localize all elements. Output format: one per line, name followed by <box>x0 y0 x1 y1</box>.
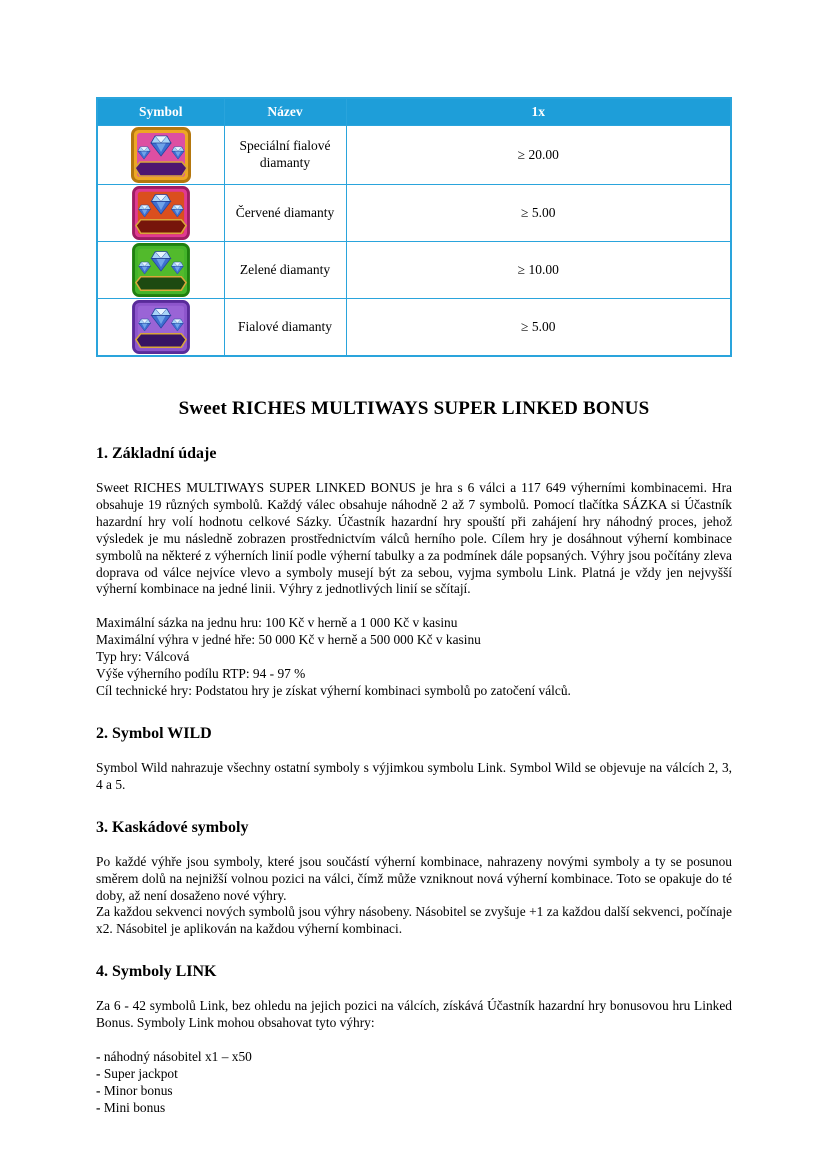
link-paragraph: Za 6 - 42 symbolů Link, bez ohledu na jejich pozici na válcích, získává Účastník hazardní hry bonusovou hru Linked Bonus. Symboly Link mohou obsahovat tyto výhry: <box>96 998 732 1031</box>
bullet-dash: - <box>96 1082 101 1098</box>
list-item <box>96 1066 732 1083</box>
bullet-text: Super jackpot <box>103 1065 178 1081</box>
list-item <box>96 1083 732 1100</box>
red-diamonds-icon <box>132 186 190 240</box>
wild-paragraph: Symbol Wild nahrazuje všechny ostatní symboly s výjimkou symbolu Link. Symbol Wild se objevuje na válcích 2, 3, 4 a 5. <box>96 759 732 792</box>
column-header-symbol: Symbol <box>97 98 224 126</box>
stat-line: Maximální sázka na jednu hru: 100 Kč v herně a 1 000 Kč v kasinu <box>96 615 458 631</box>
section-heading-cascade: 3. Kaskádové symboly <box>96 818 249 836</box>
section-heading-basic: 1. Základní údaje <box>96 445 217 462</box>
paytable <box>96 97 732 357</box>
special-purple-diamonds-icon <box>131 127 191 183</box>
symbol-cell <box>97 126 224 185</box>
list-item <box>96 1049 732 1066</box>
stat-line: Cíl technické hry: Podstatou hry je získat výherní kombinaci symbolů po zatočení válců. <box>96 682 571 698</box>
bullet-dash: - <box>96 1099 101 1115</box>
section-heading-wild: 2. Symbol WILD <box>96 724 212 742</box>
bullet-text: Minor bonus <box>103 1082 173 1098</box>
column-header-name: Název <box>224 98 346 126</box>
section-heading-link: 4. Symboly LINK <box>96 963 217 981</box>
symbol-value: ≥ 5.00 <box>346 185 731 242</box>
purple-diamonds-icon <box>132 300 190 354</box>
bullet-dash: - <box>96 1049 101 1065</box>
table-row <box>97 185 731 242</box>
table-row <box>97 299 731 357</box>
symbol-name: Fialové diamanty <box>224 299 346 357</box>
symbol-value: ≥ 10.00 <box>346 242 731 299</box>
table-row <box>97 126 731 185</box>
stat-line: Maximální výhra v jedné hře: 50 000 Kč v herně a 500 000 Kč v kasinu <box>96 632 481 648</box>
bullet-dash: - <box>96 1065 101 1081</box>
list-item <box>96 1100 732 1117</box>
paytable-header-row <box>97 98 731 126</box>
green-diamonds-icon <box>132 243 190 297</box>
symbol-name: Zelené diamanty <box>224 242 346 299</box>
symbol-name: Speciální fialové diamanty <box>224 126 346 185</box>
symbol-cell <box>97 299 224 357</box>
document-page <box>96 97 732 1117</box>
symbol-cell <box>97 185 224 242</box>
cascade-paragraph-2: Za každou sekvenci nových symbolů jsou výhry násobeny. Násobitel se zvyšuje +1 za každou další sekvenci, počínaje x2. Násobitel je aplikován na každou výherní kombinaci. <box>96 904 732 937</box>
stat-line: Výše výherního podílu RTP: 94 - 97 % <box>96 666 306 682</box>
page-title: Sweet RICHES MULTIWAYS SUPER LINKED BONUS <box>178 398 650 419</box>
stat-line: Typ hry: Válcová <box>96 649 190 665</box>
column-header-1x: 1x <box>346 98 731 126</box>
table-row <box>97 242 731 299</box>
symbol-value: ≥ 5.00 <box>346 299 731 357</box>
basic-stats <box>96 615 732 700</box>
symbol-cell <box>97 242 224 299</box>
bullet-text: Mini bonus <box>103 1099 166 1115</box>
link-bullet-list <box>96 1049 732 1117</box>
cascade-paragraph-1: Po každé výhře jsou symboly, které jsou součástí výherní kombinace, nahrazeny novými symboly a ty se posunou směrem dolů na nejnižší volnou pozici na válci, čímž může vzniknout nová výherní kombinace. Toto se opakuje do té doby, až není dosaženo nové výhry. <box>96 853 732 903</box>
bullet-text: náhodný násobitel x1 – x50 <box>103 1049 252 1065</box>
basic-paragraph: Sweet RICHES MULTIWAYS SUPER LINKED BONUS je hra s 6 válci a 117 649 výherními kombinacemi. Hra obsahuje 19 různých symbolů. Každý válec obsahuje náhodně 2 až 7 symbolů. Pomocí tlačítka SÁZKA si Účastník hazardní hry volí hodnotu celkové Sázky. Účastník hazardní hry spouští při zahájení hry náhodný proces, jehož výsledek je mu následně zobrazen prostřednictvím válců herního pole. Cílem hry je dosáhnout výherní kombinace symbolů na některé z výherních linií podle výherní tabulky a za podmínek dále popsaných. Výhry jsou počítány zleva doprava od válce nejvíce vlevo a symboly musejí být za sebou, vyjma symbolu Link. Platná je vždy jen nejvyšší výherní kombinace na jedné linii. Výhry z jednotlivých linií se sčítají. <box>96 480 732 597</box>
symbol-value: ≥ 20.00 <box>346 126 731 185</box>
symbol-name: Červené diamanty <box>224 185 346 242</box>
